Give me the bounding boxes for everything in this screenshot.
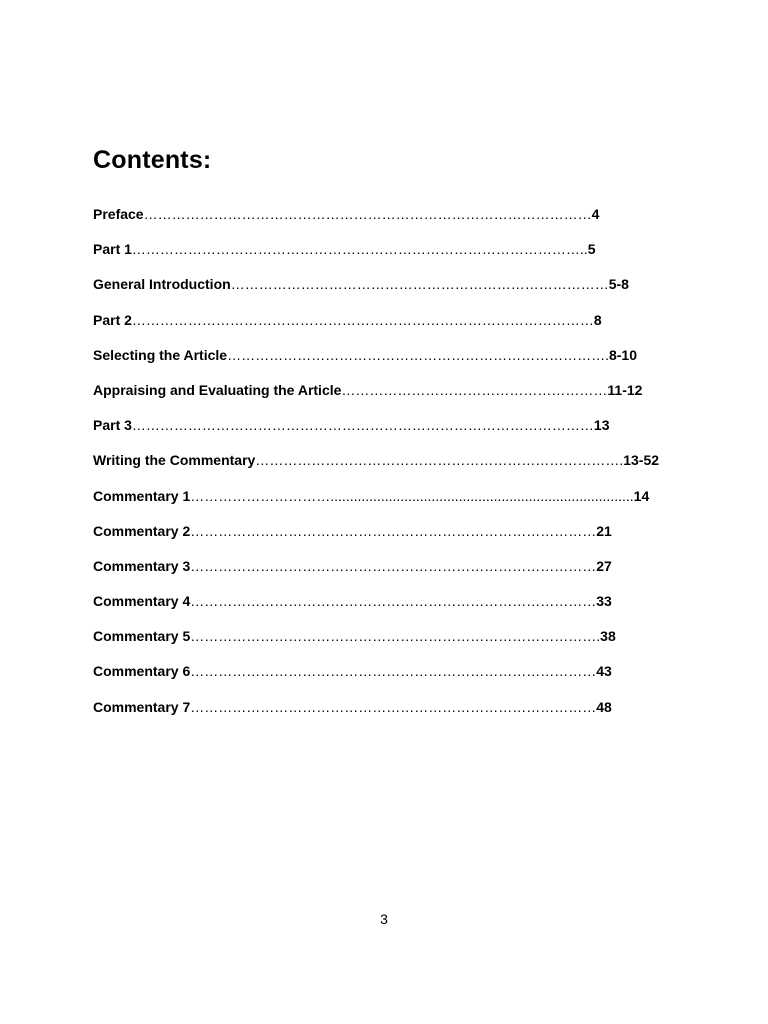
toc-entry-page: 33 (596, 593, 612, 610)
toc-entry-page: 14 (633, 487, 650, 504)
toc-entry-page: 13-52 (623, 452, 660, 469)
toc-entry-appraising-and-evaluating (93, 381, 693, 416)
toc-entry-label: General Introduction (93, 276, 231, 293)
toc-entry-label: Commentary 6 (93, 663, 191, 680)
toc-entry-page: 8-10 (608, 346, 637, 363)
toc-entry-label: Commentary 1 (93, 487, 191, 504)
toc-entry-leader: ………………………….............................................................................. (190, 487, 634, 504)
toc-entry-leader: ……………………………………………………………………………………… (131, 417, 594, 434)
toc-entry-leader: …………………………………………………………………………… (190, 522, 597, 539)
toc-entry-part-2 (93, 311, 693, 346)
toc-entry-label: Part 1 (93, 241, 132, 258)
toc-entry-commentary-2 (93, 522, 693, 557)
toc-entry-preface (93, 205, 693, 240)
toc-entry-page: 38 (600, 628, 616, 645)
toc-entry-leader: ………………………………………………… (341, 381, 608, 398)
toc-entry-page: 5 (587, 241, 596, 258)
toc-entry-commentary-1 (93, 487, 693, 522)
toc-entry-page: 4 (591, 206, 600, 222)
toc-entry-label: Appraising and Evaluating the Article (93, 381, 342, 398)
toc-entry-label: Commentary 2 (93, 522, 191, 539)
toc-entry-leader: ………………………………………………………………………. (227, 346, 609, 363)
toc-entry-leader: …………………………………………………………………………… (190, 698, 597, 715)
toc-entry-general-introduction (93, 275, 693, 310)
toc-entry-selecting-the-article (93, 346, 693, 381)
toc-entry-leader: …………………………………………………………………………… (190, 663, 597, 680)
page-number: 3 (380, 911, 388, 927)
toc-entry-leader: ……………………………………………………………………. (255, 452, 624, 469)
toc-entry-commentary-5 (93, 627, 693, 662)
toc-entry-leader: ……………………………………………………………………………………… (131, 311, 594, 328)
toc-entry-label: Commentary 3 (93, 557, 191, 574)
toc-entry-part-1 (93, 240, 693, 275)
toc-entry-page: 27 (596, 557, 612, 574)
toc-entry-commentary-7 (93, 698, 693, 733)
toc-entry-commentary-6 (93, 662, 693, 697)
toc-entry-label: Commentary 4 (93, 593, 191, 610)
toc-entry-label: Selecting the Article (93, 346, 228, 363)
toc-entry-leader: …………………………………………………………………………………… (143, 206, 592, 222)
toc-entry-leader: …………………………………………………………………………… (190, 557, 597, 574)
toc-entry-page: 13 (593, 417, 610, 434)
toc-entry-page: 21 (596, 522, 612, 539)
toc-entry-page: 5-8 (608, 276, 629, 293)
toc-entry-writing-the-commentary (93, 451, 693, 486)
toc-entry-page: 48 (596, 698, 612, 715)
toc-entry-label: Preface (93, 206, 144, 222)
toc-entry-leader: …………………………………………………………………………… (190, 593, 597, 610)
toc-entry-label: Commentary 5 (93, 628, 191, 645)
table-of-contents (93, 205, 693, 733)
toc-entry-label: Commentary 7 (93, 698, 191, 715)
toc-entry-page: 8 (593, 311, 602, 328)
toc-entry-commentary-3 (93, 557, 693, 592)
toc-entry-label: Part 2 (93, 311, 132, 328)
toc-entry-leader: …………………………………………………………………………………….. (131, 241, 588, 258)
toc-entry-leader: ……………………………………………………………………………. (190, 628, 601, 645)
toc-entry-part-3 (93, 416, 693, 451)
toc-entry-label: Writing the Commentary (93, 452, 256, 469)
toc-entry-page: 11-12 (607, 381, 643, 398)
toc-entry-commentary-4 (93, 592, 693, 627)
toc-entry-label: Part 3 (93, 417, 132, 434)
toc-entry-leader: ……………………………………………………………………… (230, 276, 609, 293)
page-title: Contents: (93, 146, 212, 174)
toc-entry-page: 43 (596, 663, 612, 680)
